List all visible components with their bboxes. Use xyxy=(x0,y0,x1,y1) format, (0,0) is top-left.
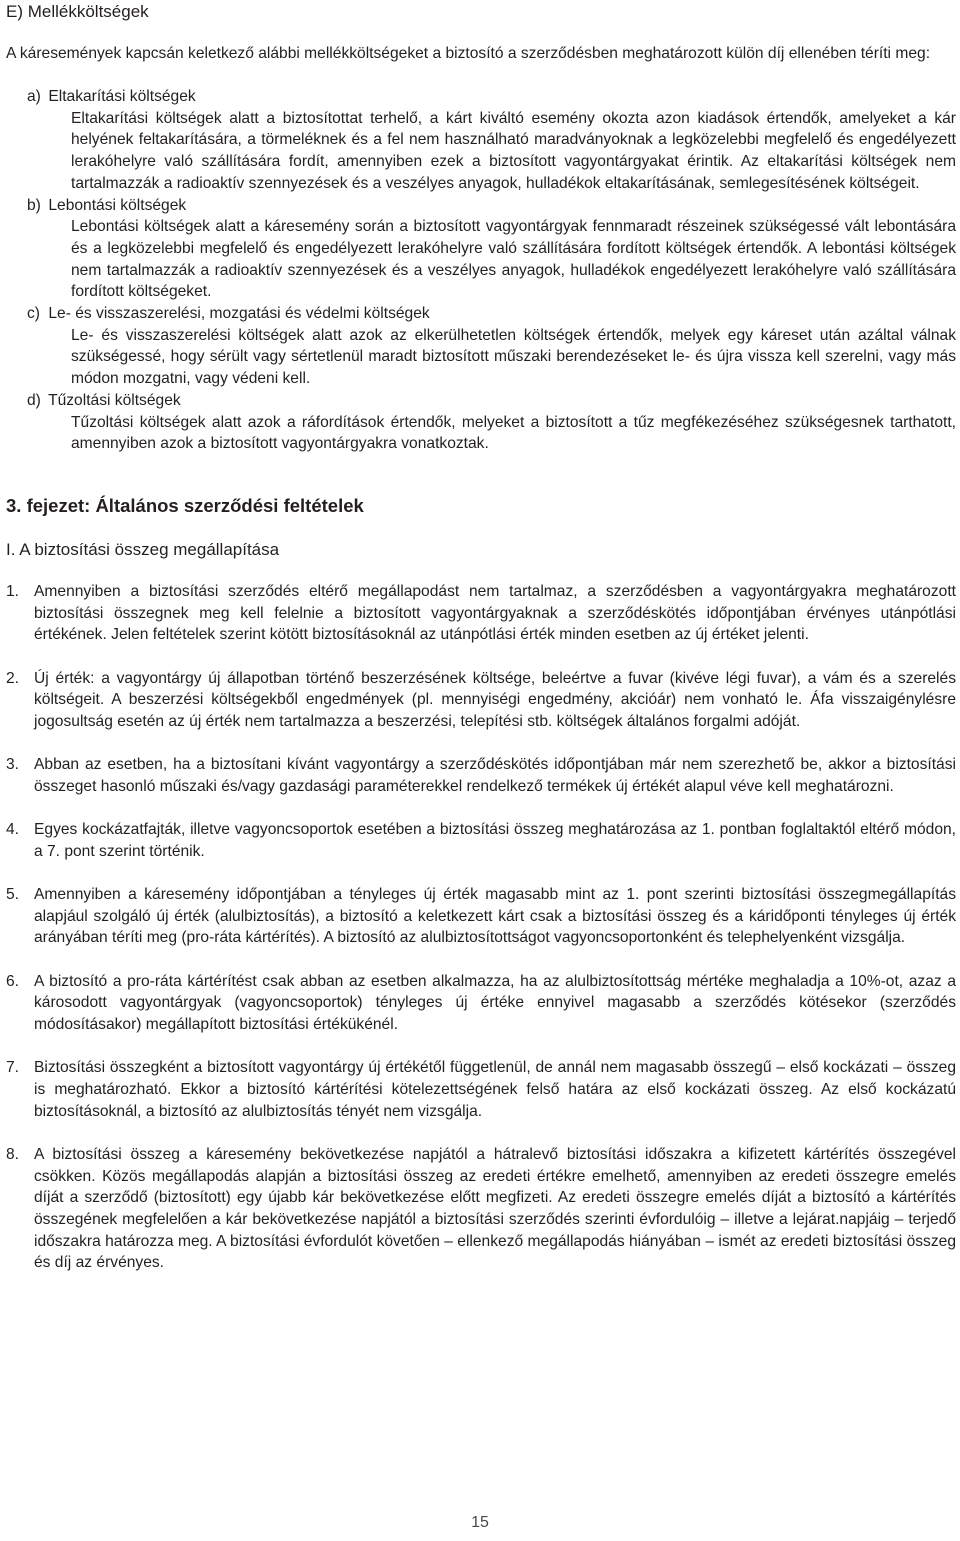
part-title: I. A biztosítási összeg megállapítása xyxy=(6,540,280,559)
list-item-text: A biztosítási összeg a káresemény bekövetkezése napjától a hátralevő biztosítási időszakra a kifizetett kártérítés összegével csökken. Közös megállapodás alapján a biztosítási összeg az eredeti értékre emelhető, amennyiben az eredeti összegre emelés díját a szerződő (biztosított) egy újabb kár bekövetkezése előtt megfizeti. Az eredeti összegre emelés díját a biztosító a kártérítés összegének megfelelően a kár bekövetkezése napjától a biztosítási szerződés szerinti évfordulóig – illetve a lejárat.napjáig – terjedő időszakra határozza meg. A biztosítási évfordulót követően – ellenkező megállapodás hiányában – ismét az eredeti biztosítási összeg és díj az érvényes. xyxy=(34,1145,956,1272)
list-item-number: 3. xyxy=(6,756,20,774)
numbered-list xyxy=(6,581,956,1296)
sub-item-letter: d) xyxy=(27,391,41,409)
list-item-text: Új érték: a vagyontárgy új állapotban történő beszerzésének költsége, beleértve a fuvar (kivéve légi fuvar), a vám és a szerelés költségeit. A beszerzési költségekből engedmények (pl. mennyiségi engedmény, akcióár) nem vonható le. Áfa visszaigénylésre jogosultság esetén az új érték nem tartalmazza a beszerzési, telepítési stb. költségek általános forgalmi adóját. xyxy=(34,669,956,731)
sub-item-letter: c) xyxy=(27,305,40,323)
sub-item xyxy=(27,86,956,195)
list-item-text: A biztosító a pro-ráta kártérítést csak abban az esetben alkalmazza, ha az alulbiztosítottság mértéke meghaladja a 10%-ot, azaz a károsodott vagyontárgyak (vagyoncsoportok) tényleges új értéke ennyivel magasabb a szerződés kötésekor (szerződés módosításakor) megállapított biztosítási értékükénél. xyxy=(34,972,956,1034)
list-item-number: 2. xyxy=(6,669,20,687)
sub-item-list xyxy=(27,86,956,455)
sub-item-title: Tűzoltási költségek xyxy=(48,391,181,409)
section-heading: E) Mellékköltségek xyxy=(6,2,149,21)
list-item-text: Amennyiben a biztosítási szerződés eltérő megállapodást nem tartalmaz, a szerződésben a vagyontárgyakra meghatározott biztosítási összegnek meg kell felelnie a biztosított vagyontárgyaknak a szerződéskötés időpontjában érvényes utánpótlási értékének. Jelen feltételek szerint kötött biztosításoknál az utánpótlási érték minden esetben az új értéket jelenti. xyxy=(34,583,956,644)
sub-item xyxy=(27,195,956,304)
list-item xyxy=(6,581,956,646)
list-item xyxy=(6,819,956,862)
page-number: 15 xyxy=(471,1514,489,1531)
chapter-title: 3. fejezet: Általános szerződési feltételek xyxy=(6,495,364,516)
list-item-number: 5. xyxy=(6,886,20,904)
list-item xyxy=(6,668,956,733)
list-item-number: 7. xyxy=(6,1059,20,1077)
list-item xyxy=(6,1057,956,1122)
list-item-number: 4. xyxy=(6,821,20,839)
sub-item-title: Le- és visszaszerelési, mozgatási és védelmi költségek xyxy=(48,305,430,323)
sub-item-body: Eltakarítási költségek alatt a biztosítottat terhelő, a kárt kiváltó esemény okozta azon kiadások értendők, amelyeket a kár helyének feltakarítására, a törmeléknek és a fel nem használható maradványoknak a legközelebbi megfelelő és engedélyezett lerakóhelyre való szállítására fordít, amennyiben ezek a biztosított vagyontárgyakat érintik. Az eltakarítási költségek nem tartalmazzák a radioaktív szennyezések és a veszélyes anyagok, hulladékok eltakarításának, semlegesítésének költségeit. xyxy=(71,109,956,192)
list-item-text: Egyes kockázatfajták, illetve vagyoncsoportok esetében a biztosítási összeg meghatározása az 1. pontban foglaltaktól eltérő módon, a 7. pont szerint történik. xyxy=(34,821,956,860)
sub-item-body: Tűzoltási költségek alatt azok a ráfordítások értendők, melyeket a biztosított a tűz megfékezéséhez szükségesnek tarthatott, amennyiben azok a biztosított vagyontárgyakra vonatkoztak. xyxy=(71,413,956,453)
list-item xyxy=(6,971,956,1036)
list-item-number: 1. xyxy=(6,583,20,600)
list-item xyxy=(6,754,956,797)
list-item-text: Biztosítási összegként a biztosított vagyontárgy új értékétől függetlenül, de annál nem magasabb összegű – első kockázati – összeg is meghatározható. Ekkor a biztosító kártérítési kötelezettségének felső határa az első kockázati összeg. Az első kockázatú biztosításoknál, a biztosító az alulbiztosítás tényét nem vizsgálja. xyxy=(34,1059,956,1120)
sub-item-letter: a) xyxy=(27,88,41,105)
sub-item-title: Eltakarítási költségek xyxy=(48,88,196,105)
list-item-number: 8. xyxy=(6,1145,20,1163)
sub-item xyxy=(27,390,956,455)
sub-item-body: Lebontási költségek alatt a káresemény során a biztosított vagyontárgyak fennmaradt részeinek szükségessé vált lebontására és a legközelebbi megfelelő és engedélyezett lerakóhelyre való szállítására fordított költségek értendők. A lebontási költségek nem tartalmazzák a radioaktív szennyezések és a veszélyes anyagok, hulladékok engedélyezett lerakóhelyre való szállítására fordított költségeket. xyxy=(71,218,956,301)
list-item-text: Abban az esetben, ha a biztosítani kívánt vagyontárgy a szerződéskötés időpontjában már nem szerezhető be, akkor a biztosítási összeget hasonló műszaki és/vagy gazdasági paraméterekkel rendelkező termékek új értékét alapul véve kell meghatározni. xyxy=(34,756,956,795)
sub-item xyxy=(27,303,956,390)
section-intro: A káresemények kapcsán keletkező alábbi mellékköltségeket a biztosító a szerződésben meghatározott külön díj ellenében téríti meg: xyxy=(6,45,931,62)
sub-item-body: Le- és visszaszerelési költségek alatt azok az elkerülhetetlen költségek értendők, melyek egy káreset után azáltal válnak szükségessé, hogy sérült vagy sértetlenül maradt biztosított műszaki berendezéseket le- és újra vissza kell szerelni, vagy más módon mozgatni, vagy védeni kell. xyxy=(71,326,956,388)
sub-item-letter: b) xyxy=(27,196,41,214)
list-item-text: Amennyiben a káresemény időpontjában a tényleges új érték magasabb mint az 1. pont szerinti biztosítási összegmegállapítás alapjául szolgáló új érték (alulbiztosítás), a biztosító a keletkezett kárt csak a biztosítási összeg és a káridőponti tényleges új érték arányában téríti meg (pro-ráta kártérítés). A biztosító az alulbiztosítottságot vagyoncsoportonként és telephelyenként vizsgálja. xyxy=(34,886,956,947)
list-item xyxy=(6,1144,956,1274)
list-item xyxy=(6,884,956,949)
sub-item-title: Lebontási költségek xyxy=(48,196,187,214)
list-item-number: 6. xyxy=(6,972,20,990)
